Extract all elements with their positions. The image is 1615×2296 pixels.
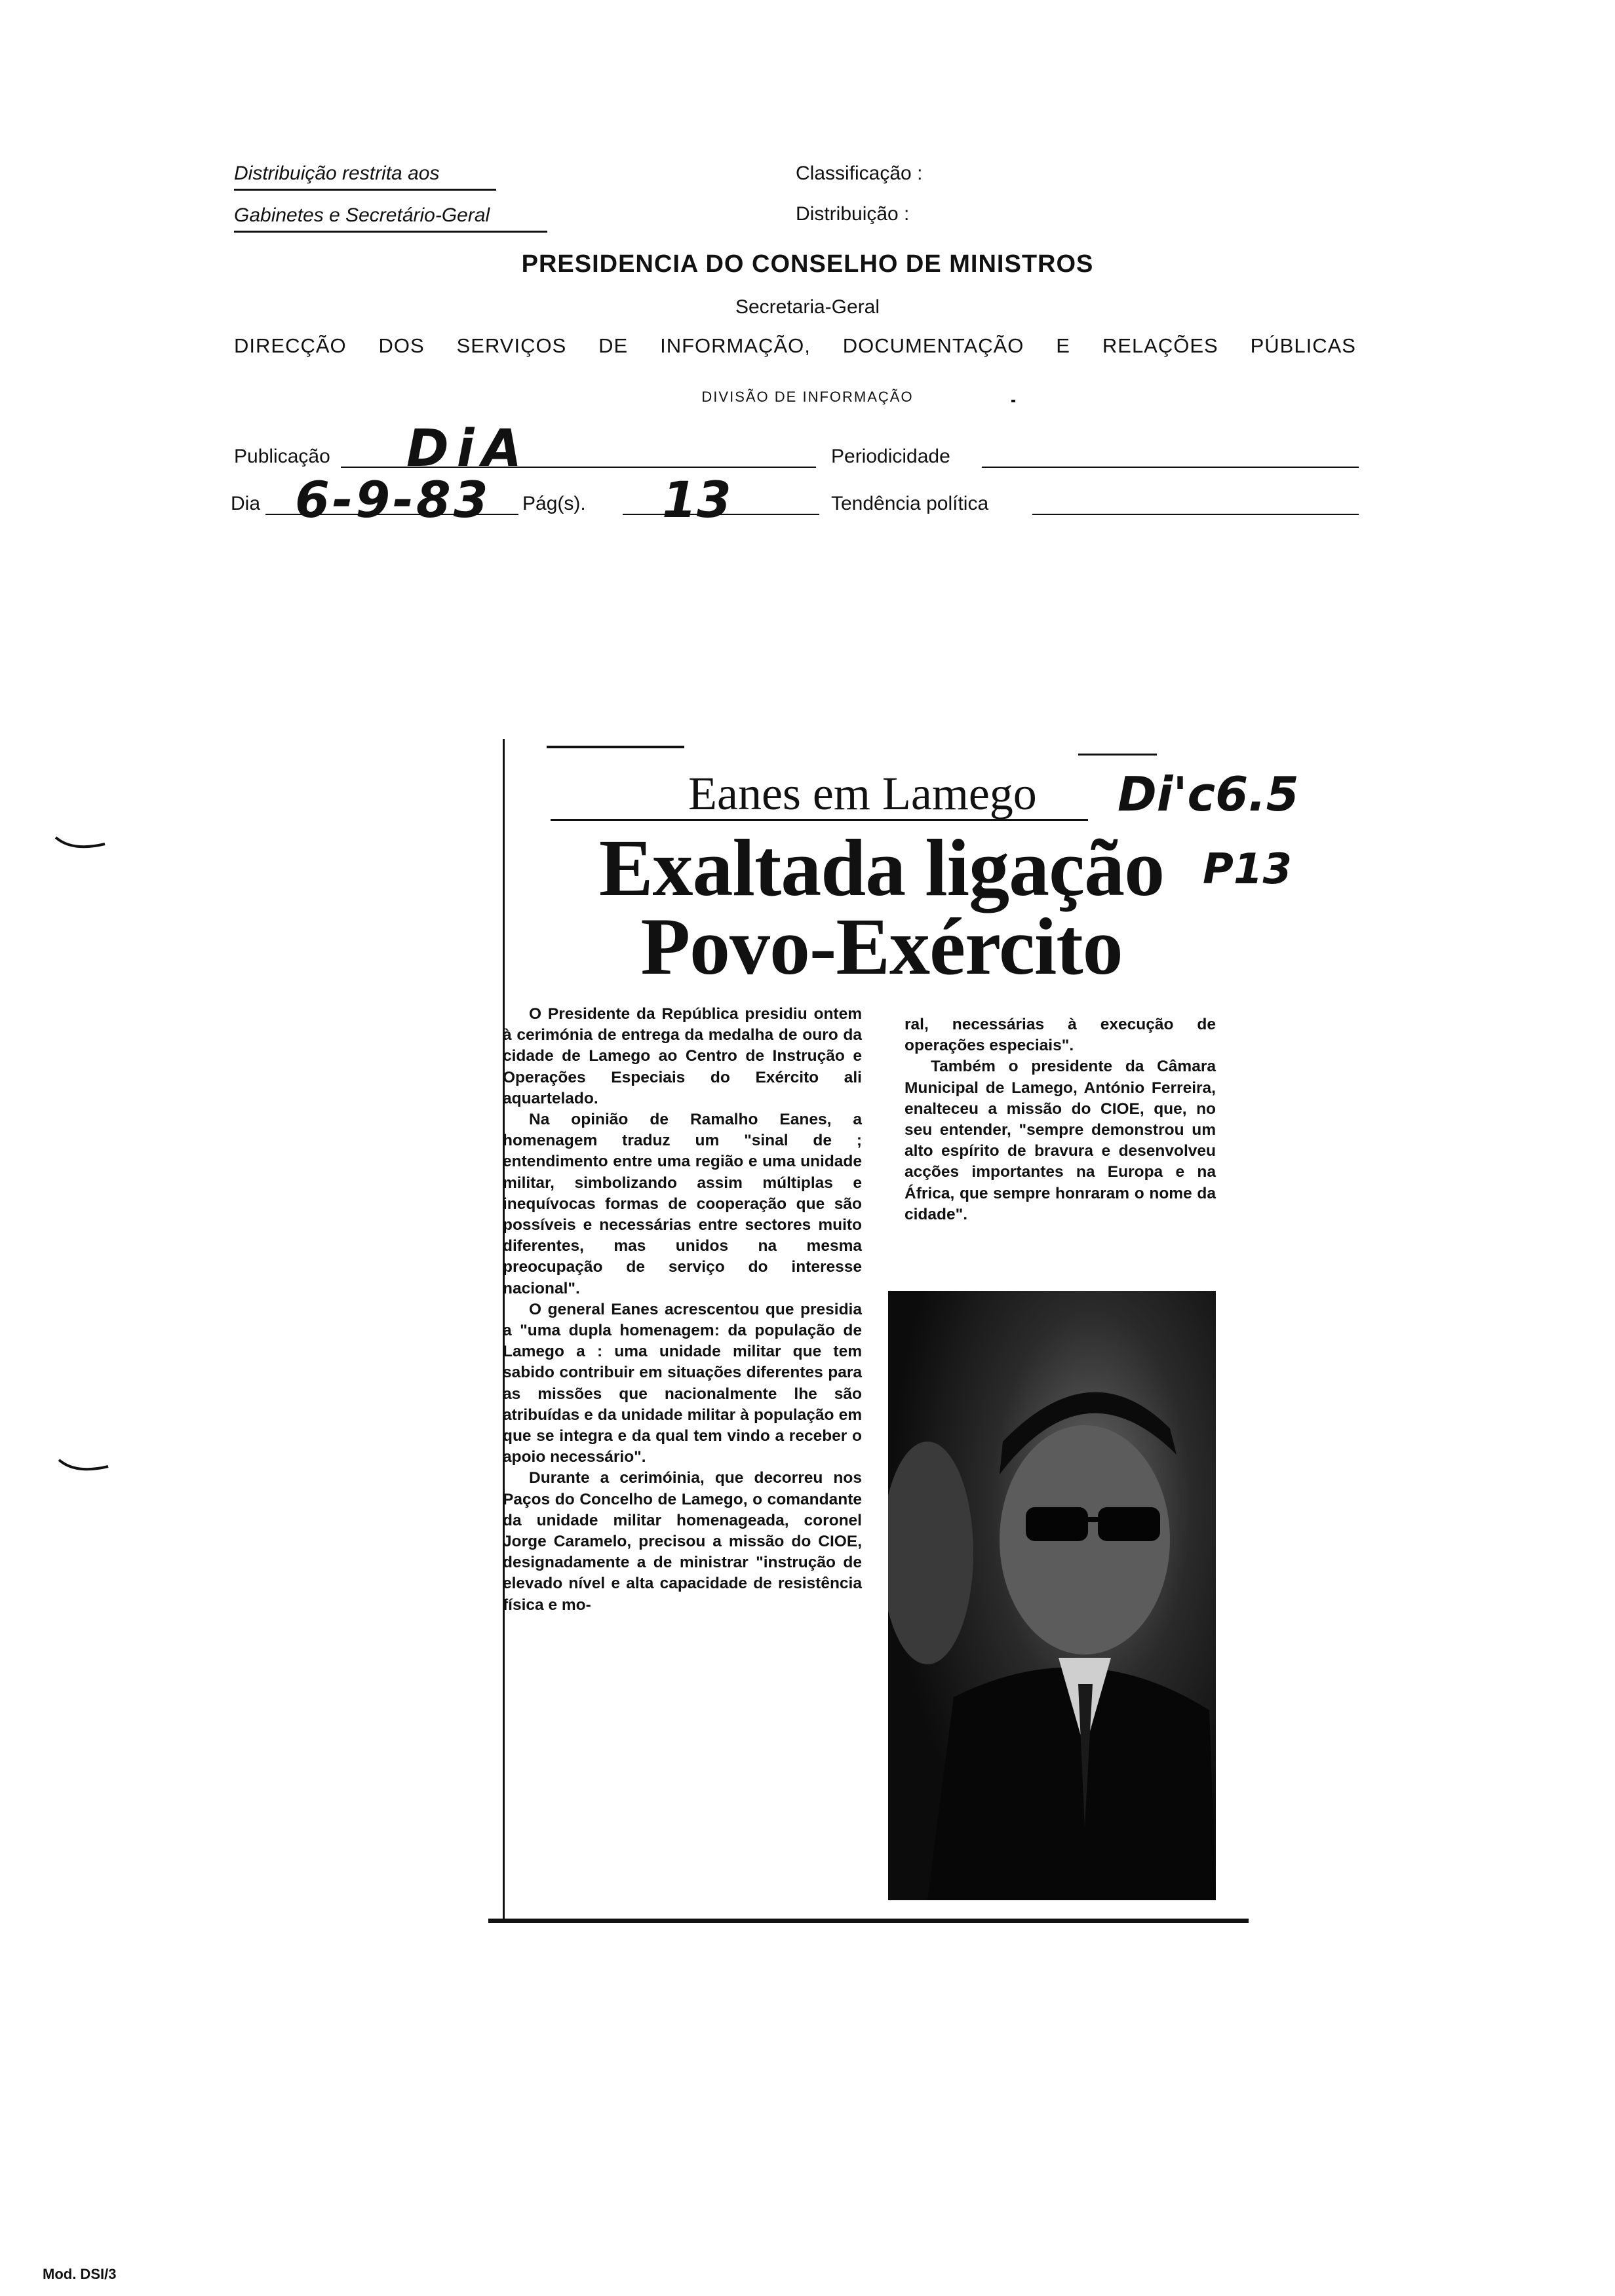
handwritten-annotation: P13 [1203, 845, 1292, 894]
division-label: DIVISÃO DE INFORMAÇÃO [701, 389, 914, 405]
department-word: SERVIÇOS [456, 334, 567, 357]
department-word: DIRECÇÃO [234, 334, 347, 357]
headline-line: Povo-Exército [640, 902, 1123, 991]
pages-handwritten: 13 [662, 470, 731, 529]
periodicity-label: Periodicidade [831, 446, 950, 467]
article-paragraph: O Presidente da República presidiu ontem à cerimónia de entrega da medalha de ouro da cidade de Lamego ao Centro de Instrução e Operações Especiais do Exército ali aquartelado. [503, 1005, 862, 1107]
publication-label: Publicação [234, 446, 330, 467]
day-handwritten: 6-9-83 [295, 470, 491, 529]
form-code: Mod. DSI/3 [43, 2266, 117, 2282]
article-column-1 [503, 1004, 862, 1616]
clipping-top-rule [547, 746, 684, 748]
handwritten-annotation: Di'c6.5 [1118, 767, 1299, 822]
headline-line: Exaltada ligação [598, 823, 1165, 913]
restricted-distribution-line2: Gabinetes e Secretário-Geral [234, 204, 490, 226]
periodicity-line [982, 467, 1359, 468]
department-heading [234, 334, 1356, 358]
article-paragraph: O general Eanes acrescentou que presidia a "uma dupla homenagem: da população de Lamego a : uma unidade militar que tem sabido contribuir em situações diferentes para as missões que nacionalmente lhe são atribuídas e da unidade militar à população em que se integra e da qual tem vindo a receber o apoio necessário". [503, 1300, 862, 1466]
article-paragraph: Na opinião de Ramalho Eanes, a homenagem traduz um "sinal de ; entendimento entre uma região e uma unidade militar, simbolizando assim múltiplas e inequívocas formas de cooperação que são possíveis e necessárias entre sectores muito diferentes, mas unidos na mesma preocupação de serviço do interesse nacional". [503, 1111, 862, 1297]
article-paragraph: Durante a cerimóinia, que decorreu nos Paços do Concelho de Lamego, o comandante da unidade militar homenageada, coronel Jorge Caramelo, precisou a missão do CIOE, designadamente a de ministrar "instrução de elevado nível e alta capacidade de resistência física e mo- [503, 1469, 862, 1614]
department-word: DE [598, 334, 629, 357]
restricted-distribution-line1: Distribuição restrita aos [234, 163, 440, 184]
classification-label: Classificação : [796, 163, 923, 184]
margin-mark [56, 1455, 115, 1481]
tendency-label: Tendência política [831, 493, 989, 514]
article-headline [570, 823, 1193, 991]
department-word: DOCUMENTAÇÃO [842, 334, 1024, 357]
day-label: Dia [231, 493, 261, 514]
clipping-bottom-rule [488, 1919, 1249, 1923]
margin-mark [52, 832, 111, 858]
article-paragraph: ral, necessárias à execução de operações especiais". [905, 1016, 1216, 1055]
page-title: PRESIDENCIA DO CONSELHO DE MINISTROS [521, 250, 1094, 278]
underline [234, 189, 496, 191]
underline [234, 231, 547, 233]
tendency-line [1032, 514, 1359, 515]
clipping-top-rule [1078, 754, 1157, 756]
photo-portrait-figure [888, 1291, 1216, 1900]
department-word: E [1056, 334, 1070, 357]
speck [1011, 400, 1015, 402]
article-kicker: Eanes em Lamego [688, 767, 1037, 820]
department-word: DOS [378, 334, 425, 357]
article-paragraph: Também o presidente da Câmara Municipal de Lamego, António Ferreira, enalteceu a missão do CIOE, que, no seu entender, "sempre demonstrou um alto espírito de bravura e desenvolveu acções importantes na Europa e na África, que sempre honraram o nome da cidade". [905, 1058, 1216, 1223]
department-word: RELAÇÕES [1102, 334, 1218, 357]
article-photo [888, 1291, 1216, 1900]
publication-handwritten: DiA [406, 419, 530, 478]
article-column-2 [905, 1014, 1216, 1225]
pages-label: Pág(s). [522, 493, 586, 514]
department-word: PÚBLICAS [1250, 334, 1356, 357]
department-word: INFORMAÇÃO, [660, 334, 811, 357]
distribution-label: Distribuição : [796, 203, 910, 225]
page-subtitle: Secretaria-Geral [735, 296, 880, 318]
